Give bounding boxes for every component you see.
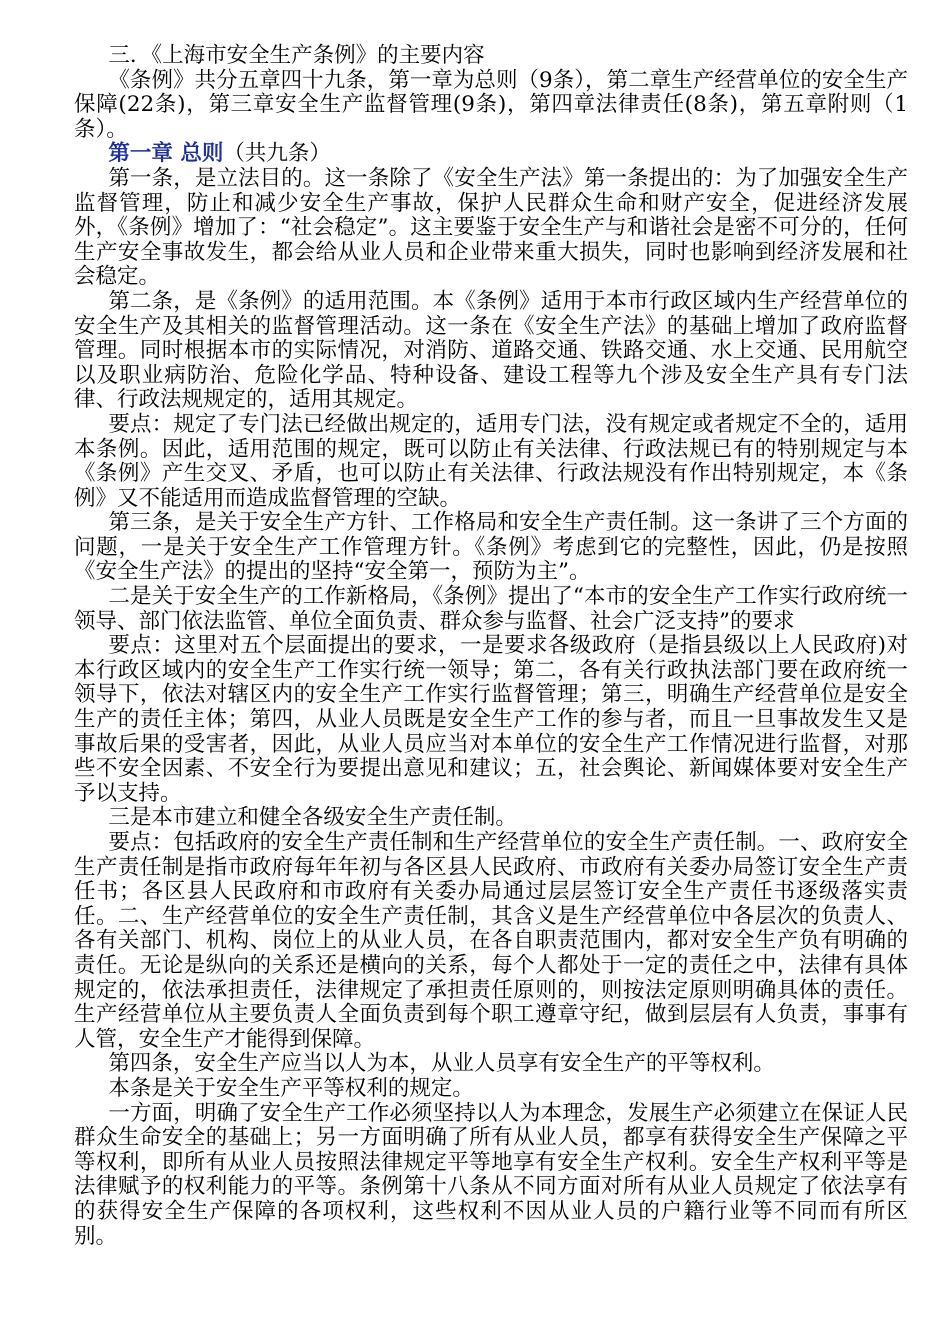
- chapter-heading: [74, 142, 908, 167]
- intro-paragraph: 《条例》共分五章四十九条，第一章为总则（9条），第二章生产经营单位的安全生产保障(22条)，第三章安全生产监督管理(9条)，第四章法律责任(8条)，第五章附则（1条）。: [74, 67, 908, 142]
- paragraph-article-2: 第二条，是《条例》的适用范围。本《条例》适用于本市行政区域内生产经营单位的安全生产及其相关的监督管理活动。这一条在《安全生产法》的基础上增加了政府监督管理。同时根据本市的实际情况，对消防、道路交通、铁路交通、水上交通、民用航空以及职业病防治、危险化学品、特种设备、建设工程等九个涉及安全生产具有专门法律、行政法规规定的，适用其规定。: [74, 288, 908, 413]
- paragraph-article-3-part-2: 二是关于安全生产的工作新格局，《条例》提出了“本市的安全生产工作实行政府统一领导、部门依法监管、单位全面负责、群众参与监督、社会广泛支持”的要求: [74, 584, 908, 634]
- paragraph-article-4-detail: 一方面，明确了安全生产工作必须坚持以人为本理念，发展生产必须建立在保证人民群众生命安全的基础上；另一方面明确了所有从业人员，都享有获得安全生产保障之平等权利，即所有从业人员按照法律规定平等地享有安全生产权利。安全生产权利平等是法律赋予的权利能力的平等。条例第十八条从不同方面对所有从业人员规定了依法享有的获得安全生产保障的各项权利，这些权利不因从业人员的户籍行业等不同而有所区别。: [74, 1100, 908, 1249]
- chapter-note: （共九条）: [223, 141, 331, 167]
- paragraph-article-3-part-2-key-points: 要点：这里对五个层面提出的要求，一是要求各级政府（是指县级以上人民政府)对本行政区域内的安全生产工作实行统一领导；第二，各有关行政执法部门要在政府统一领导下，依法对辖区内的安全生产工作实行监督管理；第三，明确生产经营单位是安全生产的责任主体；第四，从业人员既是安全生产工作的参与者，而且一旦事故发生又是事故后果的受害者，因此，从业人员应当对本单位的安全生产工作情况进行监督，对那些不安全因素、不安全行为要提出意见和建议；五，社会舆论、新闻媒体要对安全生产予以支持。: [74, 633, 908, 806]
- section-heading: 三．《上海市安全生产条例》的主要内容: [108, 43, 485, 68]
- paragraph-article-4-summary: 本条是关于安全生产平等权利的规定。: [108, 1075, 474, 1101]
- paragraph-article-3: 第三条，是关于安全生产方针、工作格局和安全生产责任制。这一条讲了三个方面的问题，一是关于安全生产工作管理方针。《条例》考虑到它的完整性，因此，仍是按照《安全生产法》的提出的坚持“安全第一，预防为主”。: [74, 510, 908, 585]
- paragraph-article-1: 第一条，是立法目的。这一条除了《安全生产法》第一条提出的：为了加强安全生产监督管理，防止和减少安全生产事故，保护人民群众生命和财产安全，促进经济发展外，《条例》增加了：“社会稳定”。这主要鉴于安全生产与和谐社会是密不可分的，任何生产安全事故发生，都会给从业人员和企业带来重大损失，同时也影响到经济发展和社会稳定。: [74, 165, 908, 290]
- paragraph-article-4: 第四条，安全生产应当以人为本，从业人员享有安全生产的平等权利。: [108, 1051, 775, 1077]
- paragraph-article-3-part-3: 三是本市建立和健全各级安全生产责任制。: [108, 805, 517, 831]
- paragraph-article-2-key-points: 要点：规定了专门法已经做出规定的，适用专门法，没有规定或者规定不全的，适用本条例。因此，适用范围的规定，既可以防止有关法律、行政法规已有的特别规定与本《条例》产生交叉、矛盾，也可以防止有关法律、行政法规没有作出特别规定，本《条例》又不能适用而造成监督管理的空缺。: [74, 411, 908, 511]
- chapter-title: 第一章 总则: [108, 141, 224, 167]
- paragraph-article-3-part-3-key-points: 要点：包括政府的安全生产责任制和生产经营单位的安全生产责任制。一、政府安全生产责任制是指市政府每年年初与各区县人民政府、市政府有关委办局签订安全生产责任书；各区县人民政府和市政府有关委办局通过层层签订安全生产责任书逐级落实责任。二、生产经营单位的安全生产责任制，其含义是生产经营单位中各层次的负责人、各有关部门、机构、岗位上的从业人员，在各自职责范围内，都对安全生产负有明确的责任。无论是纵向的关系还是横向的关系，每个人都处于一定的责任之中，法律有具体规定的，依法承担责任，法律规定了承担责任原则的，则按法定原则明确具体的责任。生产经营单位从主要负责人全面负责到每个职工遵章守纪，做到层层有人负责，事事有人管，安全生产才能得到保障。: [74, 830, 908, 1052]
